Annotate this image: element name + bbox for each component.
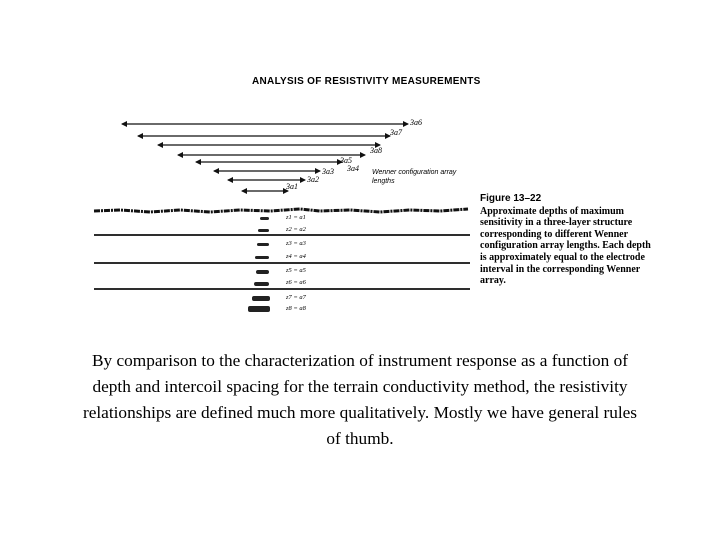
- spacing-label-3a8: 3a8: [370, 146, 382, 155]
- depth-marker-6: [254, 282, 269, 286]
- wenner-label: Wenner configuration array lengths: [372, 169, 457, 185]
- depth-marker-4: [255, 256, 269, 259]
- spacing-label-3a5: 3a5: [340, 156, 352, 165]
- body-text: By comparison to the characterization of instrument response as a function of depth and intercoil spacing for the terrain conductivity method, the resistivity relationships are defined much more qualitatively. Mostly we have general rules of thumb.: [82, 351, 638, 448]
- spacing-label-3a3: 3a3: [322, 167, 334, 176]
- depth-marker-2: [258, 229, 269, 232]
- spacing-label-3a4: 3a4: [347, 164, 359, 173]
- figure-title: ANALYSIS OF RESISTIVITY MEASUREMENTS: [252, 76, 481, 87]
- depth-row-6: z6 = a6: [286, 279, 306, 286]
- depth-row-2: z2 = a2: [286, 226, 306, 233]
- depth-marker-1: [260, 217, 269, 220]
- depth-marker-3: [257, 243, 269, 246]
- depth-marker-5: [256, 270, 269, 274]
- caption-text: Approximate depths of maximum sensitivity in a three-layer structure corresponding to different Wenner configuration array lengths. Each depth is approximately equal to the electrode interval in the corresponding Wenner array.: [480, 205, 651, 287]
- depth-row-8: z8 = a8: [286, 305, 306, 312]
- spacing-label-3a2: 3a2: [307, 175, 319, 184]
- depth-row-1: z1 = a1: [286, 214, 306, 221]
- spacing-label-3a1: 3a1: [286, 182, 298, 191]
- depth-marker-7: [252, 296, 270, 301]
- ground-surface: [94, 209, 468, 212]
- depth-row-5: z5 = a5: [286, 267, 306, 274]
- spacing-label-3a6: 3a6: [410, 118, 422, 127]
- depth-row-4: z4 = a4: [286, 253, 306, 260]
- caption-heading: Figure 13–22: [480, 193, 542, 204]
- depth-row-7: z7 = a7: [286, 294, 306, 301]
- depth-marker-8: [248, 306, 270, 312]
- depth-row-3: z3 = a3: [286, 240, 306, 247]
- figure-caption: [480, 193, 658, 287]
- spacing-label-3a7: 3a7: [390, 128, 402, 137]
